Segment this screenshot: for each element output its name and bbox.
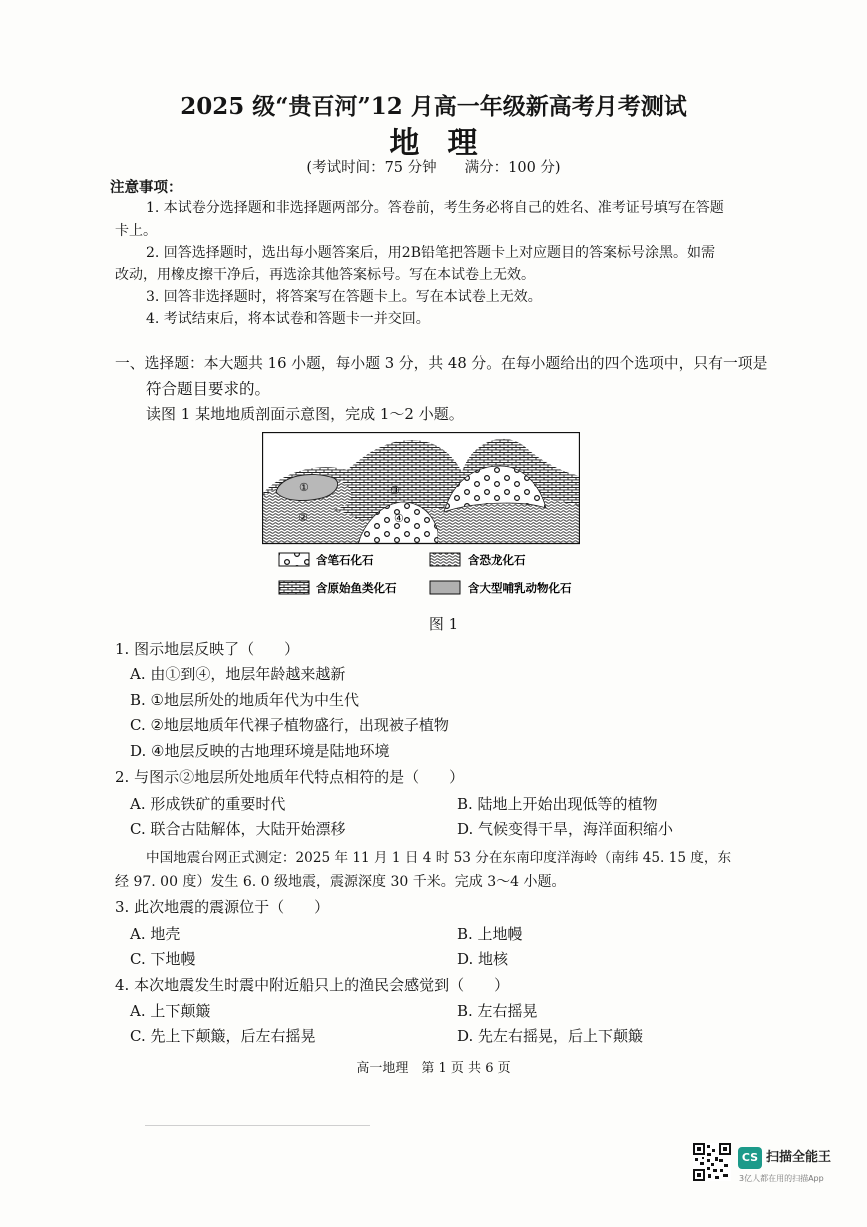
q1-option-a: A. 由①到④，地层年龄越来越新 — [130, 665, 346, 683]
legend-swatch-graptolite — [279, 553, 309, 566]
notice-line: 4. 考试结束后，将本试卷和答题卡一并交回。 — [146, 311, 430, 327]
exam-time: (考试时间：75 分钟 — [306, 160, 437, 176]
legend-swatch-fish — [279, 581, 309, 594]
q3-option-a: A. 地壳 — [130, 925, 181, 943]
figure-intro: 读图 1 某地地质剖面示意图，完成 1～2 小题。 — [146, 405, 464, 423]
q2-option-a: A. 形成铁矿的重要时代 — [130, 795, 286, 813]
q1-option-d: D. ④地层反映的古地理环境是陆地环境 — [130, 742, 390, 760]
notice-line: 3. 回答非选择题时，将答案写在答题卡上。写在本试卷上无效。 — [146, 289, 542, 305]
scan-line-divider — [145, 1125, 370, 1126]
legend-swatch-dinosaur — [430, 553, 460, 566]
q4-option-a: A. 上下颠簸 — [130, 1002, 211, 1020]
q4-option-d: D. 先左右摇晃，后上下颠簸 — [457, 1027, 644, 1045]
layer-label: ③ — [390, 484, 400, 497]
section-heading-cont: 符合题目要求的。 — [146, 380, 271, 398]
exam-title: 2025 级“贵百河”12 月高一年级新高考月考测试 — [180, 93, 687, 120]
figure-caption: 图 1 — [428, 615, 459, 633]
quake-passage-cont: 经 97. 00 度）发生 6. 0 级地震，震源深度 30 千米。完成 3～4 小题。 — [115, 874, 566, 890]
q4-option-c: C. 先上下颠簸，后左右摇晃 — [130, 1027, 316, 1045]
legend-label: 含恐龙化石 — [468, 553, 526, 567]
notice-line: 1. 本试卷分选择题和非选择题两部分。答卷前，考生务必将自己的姓名、准考证号填写在答题 — [146, 200, 724, 216]
q1-stem: 1. 图示地层反映了（ ） — [115, 640, 300, 658]
layer-label: ② — [298, 511, 308, 524]
q3-option-c: C. 下地幔 — [130, 950, 196, 968]
section-heading: 一、选择题：本大题共 16 小题，每小题 3 分，共 48 分。在每小题给出的四个选项中，只有一项是 — [115, 355, 768, 372]
layer-label: ① — [299, 481, 309, 494]
q4-option-b: B. 左右摇晃 — [457, 1002, 538, 1020]
legend-label: 含大型哺乳动物化石 — [468, 581, 572, 595]
exam-score: 满分：100 分) — [464, 160, 561, 176]
geologic-section-figure — [262, 432, 580, 602]
quake-passage: 中国地震台网正式测定：2025 年 11 月 1 日 4 时 53 分在东南印度洋海岭（南纬 45. 15 度，东 — [146, 850, 732, 866]
legend-swatch-mammal — [430, 581, 460, 594]
subject-title: 地理 — [389, 126, 506, 161]
q3-option-d: D. 地核 — [457, 950, 509, 968]
q2-option-d: D. 气候变得干旱，海洋面积缩小 — [457, 820, 674, 838]
legend-label: 含笔石化石 — [316, 553, 374, 567]
page-footer: 高一地理 第 1 页 共 6 页 — [356, 1061, 511, 1076]
q2-option-c: C. 联合古陆解体，大陆开始漂移 — [130, 820, 346, 838]
notice-line: 2. 回答选择题时，选出每小题答案后，用2B铅笔把答题卡上对应题目的答案标号涂黑。如需 — [146, 245, 716, 261]
q1-option-b: B. ①地层所处的地质年代为中生代 — [130, 691, 360, 709]
q4-stem: 4. 本次地震发生时震中附近船只上的渔民会感觉到（ ） — [115, 976, 510, 994]
camscanner-tagline: 3亿人都在用的扫描App — [739, 1174, 824, 1183]
q2-option-b: B. 陆地上开始出现低等的植物 — [457, 795, 658, 813]
camscanner-name: 扫描全能王 — [766, 1150, 832, 1165]
q1-option-c: C. ②地层地质年代裸子植物盛行，出现被子植物 — [130, 716, 449, 734]
qr-code-icon — [693, 1143, 731, 1181]
notice-line: 卡上。 — [115, 223, 157, 239]
q2-stem: 2. 与图示②地层所处地质年代特点相符的是（ ） — [115, 768, 465, 786]
notice-heading: 注意事项： — [110, 179, 183, 196]
layer-label: ④ — [394, 512, 404, 525]
q3-stem: 3. 此次地震的震源位于（ ） — [115, 898, 330, 916]
legend-label: 含原始鱼类化石 — [316, 581, 397, 595]
camscanner-logo: CS — [738, 1147, 762, 1169]
q3-option-b: B. 上地幔 — [457, 925, 523, 943]
notice-line: 改动，用橡皮擦干净后，再选涂其他答案标号。写在本试卷上无效。 — [115, 267, 535, 283]
exam-info — [0, 156, 867, 177]
